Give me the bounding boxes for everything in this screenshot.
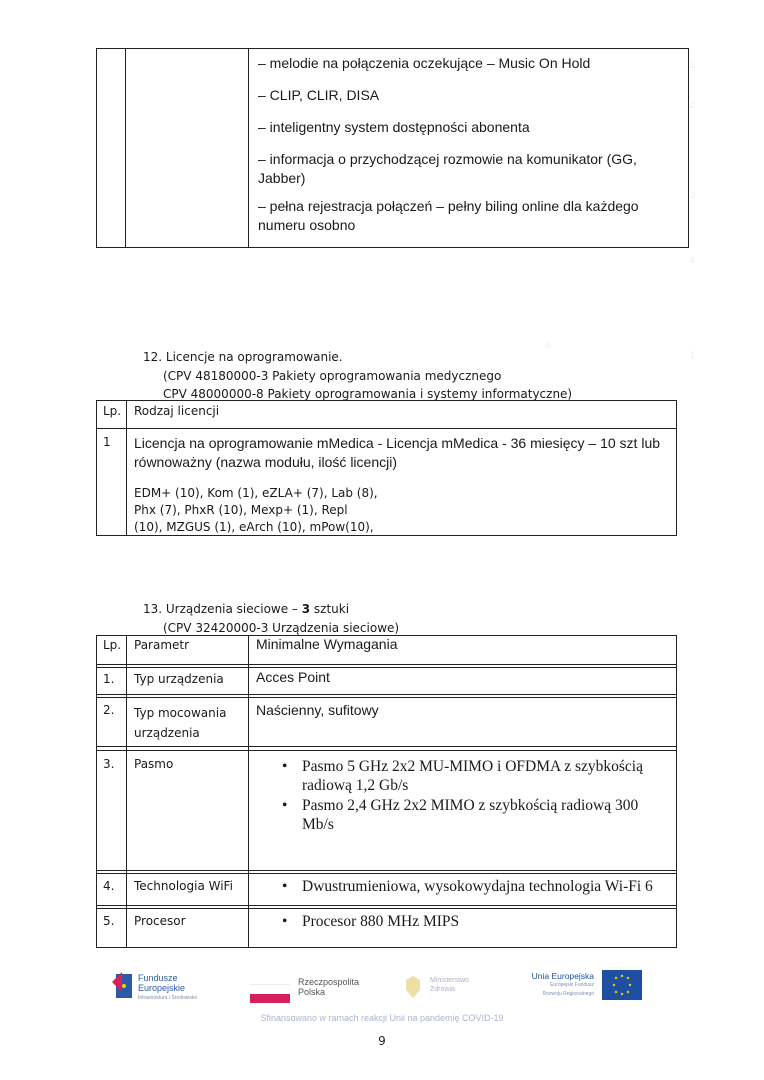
network-header-requirements: Minimalne Wymagania bbox=[256, 636, 398, 652]
section13-title-prefix: 13. Urządzenia sieciowe – bbox=[143, 602, 302, 616]
licence-header-type: Rodzaj licencji bbox=[134, 404, 220, 418]
network-row-value: Naścienny, sufitowy bbox=[256, 702, 379, 718]
top-table-item: – melodie na połączenia oczekujące – Music On Hold bbox=[258, 55, 591, 71]
top-table-item: – CLIP, CLIR, DISA bbox=[258, 87, 380, 103]
section13-title bbox=[143, 600, 399, 619]
licence-table-divider bbox=[126, 400, 127, 536]
top-table-item: – inteligentny system dostępności abonenta bbox=[258, 119, 530, 135]
top-table-item: – pełna rejestracja połączeń – pełny biling online dla każdego numeru osobno bbox=[258, 198, 639, 233]
footer-logos bbox=[0, 960, 764, 1010]
network-table-row-rule bbox=[96, 905, 677, 906]
network-table-divider-2 bbox=[248, 635, 249, 948]
top-table-content bbox=[258, 54, 678, 235]
section12-title: 12. Licencje na oprogramowanie. bbox=[143, 350, 343, 364]
bleed-through: 1 2 3 4 0 1 bbox=[545, 60, 696, 360]
rp-text-line1: Rzeczpospolita bbox=[298, 977, 360, 987]
network-header-lp: Lp. bbox=[103, 638, 122, 652]
network-table-row-rule bbox=[96, 750, 677, 751]
funding-note: Sfinansowano w ramach reakcji Unii na pandemię COVID-19 bbox=[260, 1013, 504, 1023]
ue-text-line2: Europejski Fundusz bbox=[550, 982, 594, 988]
section12-heading bbox=[143, 348, 572, 404]
fe-text-line2: Europejskie bbox=[138, 983, 186, 993]
licence-modules-line: (10), MZGUS (1), eArch (10), mPow(10), bbox=[134, 520, 374, 534]
network-table-row-rule bbox=[96, 664, 677, 665]
network-row-bullets bbox=[276, 912, 666, 931]
mz-text bbox=[430, 976, 469, 994]
network-table-row-rule bbox=[96, 667, 677, 668]
section12-cpv-line-1: (CPV 48180000-3 Pakiety oprogramowania medycznego bbox=[163, 368, 502, 383]
ue-text bbox=[514, 972, 594, 999]
licence-modules-line: EDM+ (10), Kom (1), eZLA+ (7), Lab (8), bbox=[134, 486, 378, 500]
eu-flag-icon bbox=[602, 970, 642, 1000]
bullet-item: • Dwustrumieniowa, wysokowydajna technologia Wi-Fi 6 bbox=[276, 877, 666, 896]
network-row-bullets bbox=[276, 757, 666, 834]
top-table-divider-1 bbox=[125, 48, 126, 248]
network-row-bullets bbox=[276, 877, 666, 896]
fe-logo bbox=[112, 972, 134, 1000]
top-table-item: – informacja o przychodzącej rozmowie na komunikator (GG, Jabber) bbox=[258, 151, 637, 186]
network-table-row-rule bbox=[96, 873, 677, 874]
network-table-divider-1 bbox=[126, 635, 127, 948]
network-table-row-rule bbox=[96, 697, 677, 698]
bullet-item: • Pasmo 5 GHz 2x2 MU-MIMO i OFDMA z szybkością radiową 1,2 Gb/s bbox=[276, 757, 666, 795]
rp-text bbox=[298, 977, 359, 997]
network-table-row-rule bbox=[96, 746, 677, 747]
network-table-row-rule bbox=[96, 908, 677, 909]
network-row-value: Acces Point bbox=[256, 669, 330, 685]
page-number: 9 bbox=[378, 1034, 386, 1048]
rp-text-line2: Polska bbox=[298, 987, 326, 997]
licence-row-text: Licencja na oprogramowanie mMedica - Licencja mMedica - 36 miesięcy – 10 szt lub równoważny (nazwa modułu, ilość licencji) bbox=[134, 435, 661, 470]
network-table-row-rule bbox=[96, 694, 677, 695]
ue-text-line1: Unia Europejska bbox=[531, 971, 594, 981]
network-row-param: Technologia WiFi bbox=[134, 879, 233, 893]
network-row-param: Pasmo bbox=[134, 757, 174, 771]
section13-heading bbox=[143, 600, 399, 637]
licence-modules bbox=[134, 485, 378, 536]
section12-cpv-line-2: CPV 48000000-8 Pakiety oprogramowania i systemy informatyczne) bbox=[163, 387, 573, 401]
network-header-param: Parametr bbox=[134, 638, 190, 652]
network-row-param: Procesor bbox=[134, 914, 186, 928]
network-row-param: Typ mocowania urządzenia bbox=[134, 706, 227, 740]
network-row-number: 2. bbox=[103, 703, 115, 717]
network-table-row-rule bbox=[96, 870, 677, 871]
network-row-number: 3. bbox=[103, 757, 115, 771]
network-row-param: Typ urządzenia bbox=[134, 672, 224, 686]
section13-title-suffix: sztuki bbox=[310, 602, 350, 616]
fe-logo-icon bbox=[112, 972, 134, 1000]
licence-header-lp: Lp. bbox=[103, 404, 122, 418]
licence-row-number: 1 bbox=[103, 435, 111, 449]
licence-table-header-rule bbox=[96, 428, 677, 429]
bullet-item: • Pasmo 2,4 GHz 2x2 MIMO z szybkością radiową 300 Mb/s bbox=[276, 796, 666, 834]
bullet-item: • Procesor 880 MHz MIPS bbox=[276, 912, 666, 931]
ue-text-line3: Rozwoju Regionalnego bbox=[542, 991, 594, 997]
mz-text-line1: Ministerstwo bbox=[430, 977, 469, 984]
licence-modules-line: Phx (7), PhxR (10), Mexp+ (1), Repl bbox=[134, 503, 348, 517]
fe-text-line3: Infrastruktura i Środowisko bbox=[138, 995, 198, 1001]
network-row-number: 5. bbox=[103, 914, 115, 928]
mz-text-line2: Zdrowia bbox=[430, 986, 455, 993]
network-row-number: 4. bbox=[103, 879, 115, 893]
mz-emblem-icon bbox=[402, 974, 424, 1000]
rp-flag bbox=[250, 984, 290, 1002]
section13-cpv: (CPV 32420000-3 Urządzenia sieciowe) bbox=[163, 620, 400, 635]
fe-text bbox=[138, 973, 197, 1003]
top-table-divider-2 bbox=[248, 48, 249, 248]
section13-title-count: 3 bbox=[301, 602, 311, 616]
fe-text-line1: Fundusze bbox=[138, 973, 178, 983]
network-row-number: 1. bbox=[103, 672, 115, 686]
